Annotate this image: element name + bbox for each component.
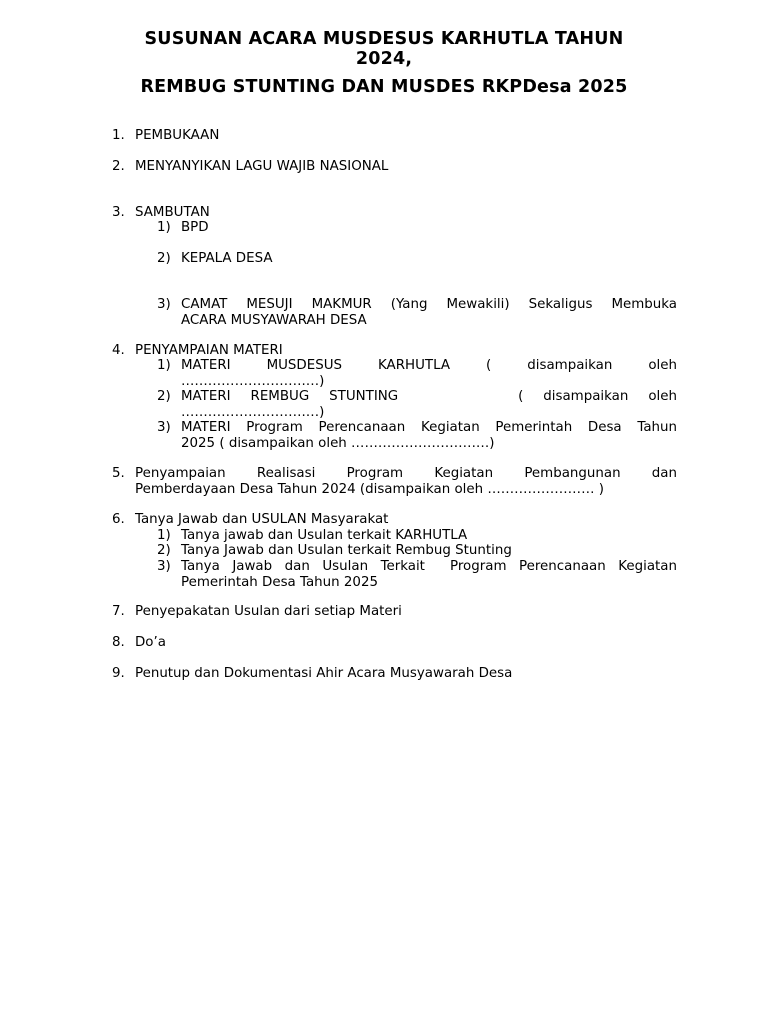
item-text: Tanya Jawab dan USULAN Masyarakat (135, 512, 389, 527)
item-number: 9. (112, 666, 125, 681)
text-line: MATERI Program Perencanaan Kegiatan Pemerintah Desa Tahun (181, 420, 677, 435)
text-line: ……………………….…) (181, 373, 325, 389)
item-text: MENYANYIKAN LAGU WAJIB NASIONAL (135, 159, 389, 174)
word: oleh (648, 358, 677, 373)
word: ( (518, 389, 524, 404)
sub-item-text (181, 358, 677, 389)
word: oleh (648, 389, 677, 404)
sub-item-number: 1) (157, 528, 171, 543)
word: disampaikan (543, 389, 629, 404)
document-title (100, 29, 668, 69)
agenda-item-5 (112, 466, 677, 497)
agenda-item-4 (112, 343, 677, 359)
word: disampaikan (527, 358, 613, 373)
item-text (135, 466, 677, 497)
text-line: CAMAT MESUJI MAKMUR (Yang Mewakili) Sekaligus Membuka (181, 297, 677, 312)
agenda-item-3 (112, 205, 677, 221)
word: MATERI (181, 358, 231, 373)
sub-item-number: 1) (157, 220, 171, 235)
sub-item-number: 2) (157, 251, 171, 266)
item-number: 5. (112, 466, 125, 481)
text-line (181, 358, 677, 374)
agenda-item-7 (112, 604, 677, 620)
item-text: Penutup dan Dokumentasi Ahir Acara Musyawarah Desa (135, 666, 513, 681)
sub-item-number: 2) (157, 389, 171, 404)
word: STUNTING (329, 389, 399, 404)
item-number: 4. (112, 343, 125, 358)
sub-item-6-1 (157, 528, 677, 544)
word: MUSDESUS (266, 358, 343, 373)
item-text: SAMBUTAN (135, 205, 210, 220)
item-number: 3. (112, 205, 125, 220)
sub-item-text: KEPALA DESA (181, 251, 273, 266)
agenda-item-9 (112, 666, 677, 682)
item-number: 7. (112, 604, 125, 619)
item-text: PEMBUKAAN (135, 128, 220, 143)
agenda-item-2 (112, 159, 677, 175)
text-line: ACARA MUSYAWARAH DESA (181, 312, 367, 328)
text-line: Penyampaian Realisasi Program Kegiatan Pembangunan dan (135, 466, 677, 481)
item-number: 1. (112, 128, 125, 143)
text-line: 2025 ( disampaikan oleh ……………………….…) (181, 435, 495, 451)
sub-item-6-2 (157, 543, 677, 559)
sub-item-number: 2) (157, 543, 171, 558)
text-line (181, 389, 677, 405)
word: MATERI (181, 389, 231, 404)
title-line-1: SUSUNAN ACARA MUSDESUS KARHUTLA TAHUN (144, 29, 624, 49)
sub-item-number: 3) (157, 297, 171, 312)
sub-item-number: 3) (157, 420, 171, 435)
agenda-item-6 (112, 512, 677, 528)
sub-item-6-3 (157, 559, 677, 590)
text-line: ……………………….…) (181, 404, 325, 420)
agenda-item-8 (112, 635, 677, 651)
sub-item-text (181, 297, 677, 328)
word: REMBUG (250, 389, 310, 404)
sub-item-number: 1) (157, 358, 171, 373)
text-line: Pemerintah Desa Tahun 2025 (181, 574, 378, 590)
item-text: Penyepakatan Usulan dari setiap Materi (135, 604, 402, 619)
sub-item-4-2 (157, 389, 677, 420)
sub-item-4-3 (157, 420, 677, 451)
sub-item-3-3 (157, 297, 677, 328)
item-number: 6. (112, 512, 125, 527)
text-line: Tanya Jawab dan Usulan Terkait Program Perencanaan Kegiatan (181, 559, 677, 574)
sub-item-number: 3) (157, 559, 171, 574)
item-number: 2. (112, 159, 125, 174)
text-line: Pemberdayaan Desa Tahun 2024 (disampaikan oleh …………………… ) (135, 481, 604, 497)
word: KARHUTLA (378, 358, 451, 373)
item-text: Do’a (135, 635, 166, 650)
sub-item-text (181, 389, 677, 420)
sub-item-4-1 (157, 358, 677, 389)
agenda-item-1 (112, 128, 677, 144)
item-text: PENYAMPAIAN MATERI (135, 343, 283, 358)
title-line-2: 2024, (355, 49, 413, 69)
sub-item-3-2 (157, 251, 677, 267)
word: ( (486, 358, 492, 373)
item-number: 8. (112, 635, 125, 650)
sub-item-text: Tanya Jawab dan Usulan terkait Rembug Stunting (181, 543, 512, 558)
sub-item-text: Tanya jawab dan Usulan terkait KARHUTLA (181, 528, 468, 543)
sub-item-text: BPD (181, 220, 209, 235)
sub-item-text (181, 420, 677, 451)
sub-item-3-1 (157, 220, 677, 236)
sub-item-text (181, 559, 677, 590)
document-subtitle: REMBUG STUNTING DAN MUSDES RKPDesa 2025 (140, 77, 628, 97)
